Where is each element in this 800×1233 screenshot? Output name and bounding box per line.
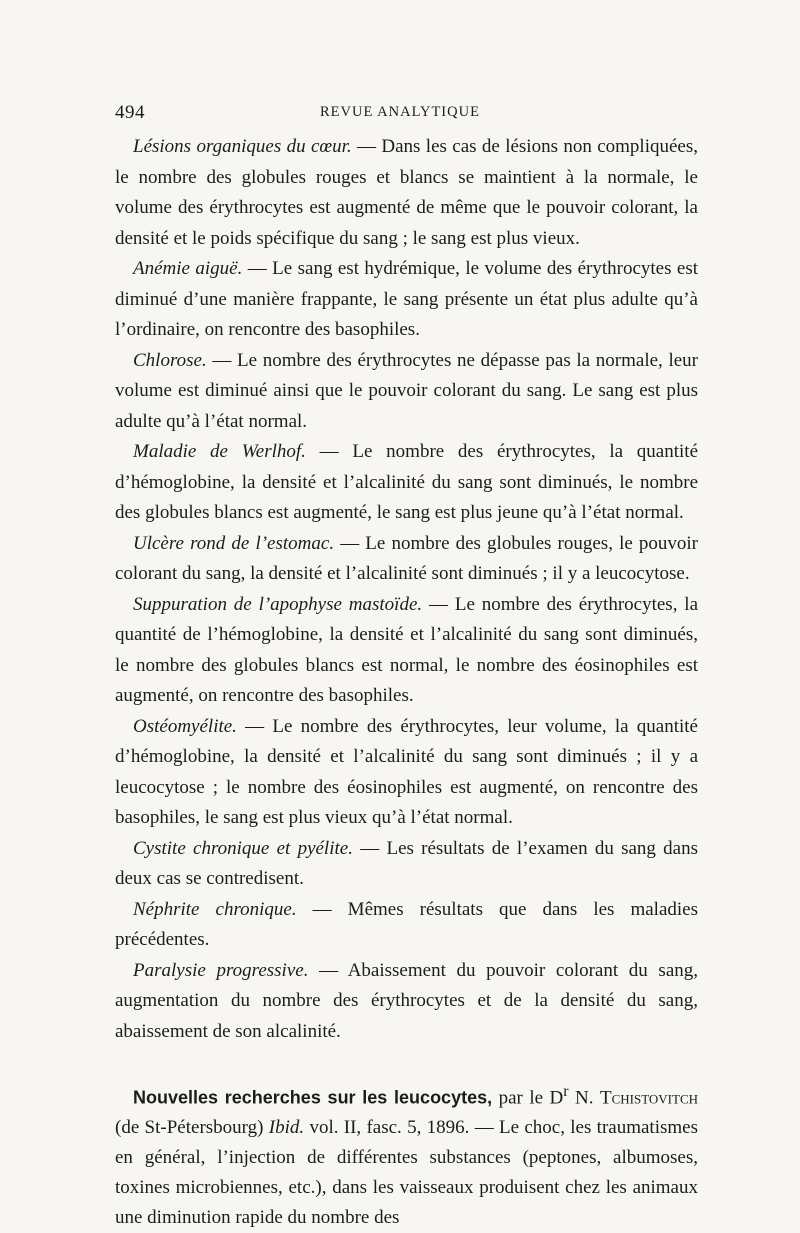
paragraph-lesions-coeur (115, 132, 698, 254)
paragraph-lead: Cystite chronique et pyélite. (133, 837, 353, 859)
notice-author-sup: r (563, 1083, 569, 1100)
paragraph-body: — Le nombre des érythrocytes ne dépasse pas la normale, leur volume est diminué ainsi que le pouvoir colorant du sang. Le sang est plus adulte qu’à l’état normal. (115, 349, 698, 432)
paragraph-body: — Le nombre des érythrocytes, la quantité d’hémoglobine, la densité et l’alcalinité du sang sont diminués, le nombre des globules blancs est augmenté, le sang est plus jeune qu’à l’état normal. (115, 441, 699, 523)
paragraph-ulcere-estomac (115, 529, 698, 590)
paragraph-lead: Chlorose. (133, 349, 207, 371)
notice-citation: vol. II, fasc. 5, 1896. (304, 1117, 470, 1139)
notice-author-name: Tchistovitch (599, 1087, 699, 1109)
notice-leucocytes (115, 1077, 698, 1233)
paragraph-body: — Les résultats de l’examen du sang dans deux cas se contredisent. (115, 837, 699, 889)
notice-title: Nouvelles recherches sur les leucocytes, (133, 1087, 493, 1108)
paragraph-paralysie (115, 956, 698, 1048)
notice-body: — Le choc, les traumatismes en général, l’injection de différentes substances (peptones, albumoses, toxines microbiennes, etc.), dans les vaisseaux produisent chez les animaux une diminution rapide du nombre des (115, 1117, 698, 1229)
paragraph-maladie-werlhof (115, 437, 698, 529)
content (115, 132, 698, 1233)
paragraph-body: — Le sang est hydrémique, le volume des érythrocytes est diminué d’une manière frappante, le sang présente un état plus adulte qu’à l’ordinaire, on rencontre des basophiles. (115, 258, 699, 340)
paragraph-lead: Ostéomyélite. (133, 715, 237, 737)
notice-author-prefix: par le D (492, 1087, 564, 1109)
paragraph-body: — Le nombre des globules rouges, le pouvoir colorant du sang, la densité et l’alcalinité sont diminués ; il y a leucocytose. (115, 532, 698, 584)
notice-author-initial: N. (568, 1087, 600, 1109)
paragraph-lead: Anémie aiguë. (133, 258, 243, 279)
paragraph-lead: Ulcère rond de l’estomac. (133, 532, 335, 554)
paragraph-body: — Mêmes résultats que dans les maladies précédentes. (115, 898, 698, 950)
paragraph-lead: Lésions organiques du cœur. (133, 136, 352, 157)
paragraph-anemie-aigue (115, 254, 698, 346)
paragraph-lead: Maladie de Werlhof. (133, 441, 306, 462)
paragraph-chlorose (115, 346, 698, 438)
notice-ibid: Ibid. (268, 1117, 305, 1139)
notice-affiliation: (de St-Pétersbourg) (115, 1117, 269, 1139)
paragraph-body: — Le nombre des érythrocytes, leur volume, la quantité d’hémoglobine, la densité et l’alcalinité du sang sont diminués ; il y a leucocytose ; le nombre des éosinophiles est augmenté, on rencontre des basophiles, le sang est plus vieux qu’à l’état normal. (115, 715, 698, 828)
paragraph-nephrite (115, 895, 698, 956)
paragraph-body: — Le nombre des érythrocytes, la quantité de l’hémoglobine, la densité et l’alcalinité du sang sont diminués, le nombre des globules blancs est normal, le nombre des éosinophiles est augmenté, on rencontre des basophiles. (115, 593, 699, 706)
page-number: 494 (115, 102, 145, 123)
paragraph-body: — Dans les cas de lésions non compliquées, le nombre des globules rouges et blancs se maintient à la normale, le volume des érythrocytes est augmenté de même que le pouvoir colorant, la densité et le poids spécifique du sang ; le sang est plus vieux. (115, 136, 698, 249)
paragraph-osteomyelite (115, 712, 698, 834)
paragraph-cystite (115, 834, 698, 895)
paragraph-lead: Paralysie progressive. (133, 959, 309, 981)
paragraph-lead: Néphrite chronique. (133, 898, 297, 920)
paragraph-body: — Abaissement du pouvoir colorant du sang, augmentation du nombre des érythrocytes et de la densité du sang, abaissement de son alcalinité. (115, 959, 699, 1042)
paragraph-lead: Suppuration de l’apophyse mastoïde. (133, 593, 423, 615)
paragraph-suppuration (115, 590, 698, 712)
running-head (115, 102, 698, 132)
running-title: REVUE ANALYTIQUE (320, 104, 480, 120)
